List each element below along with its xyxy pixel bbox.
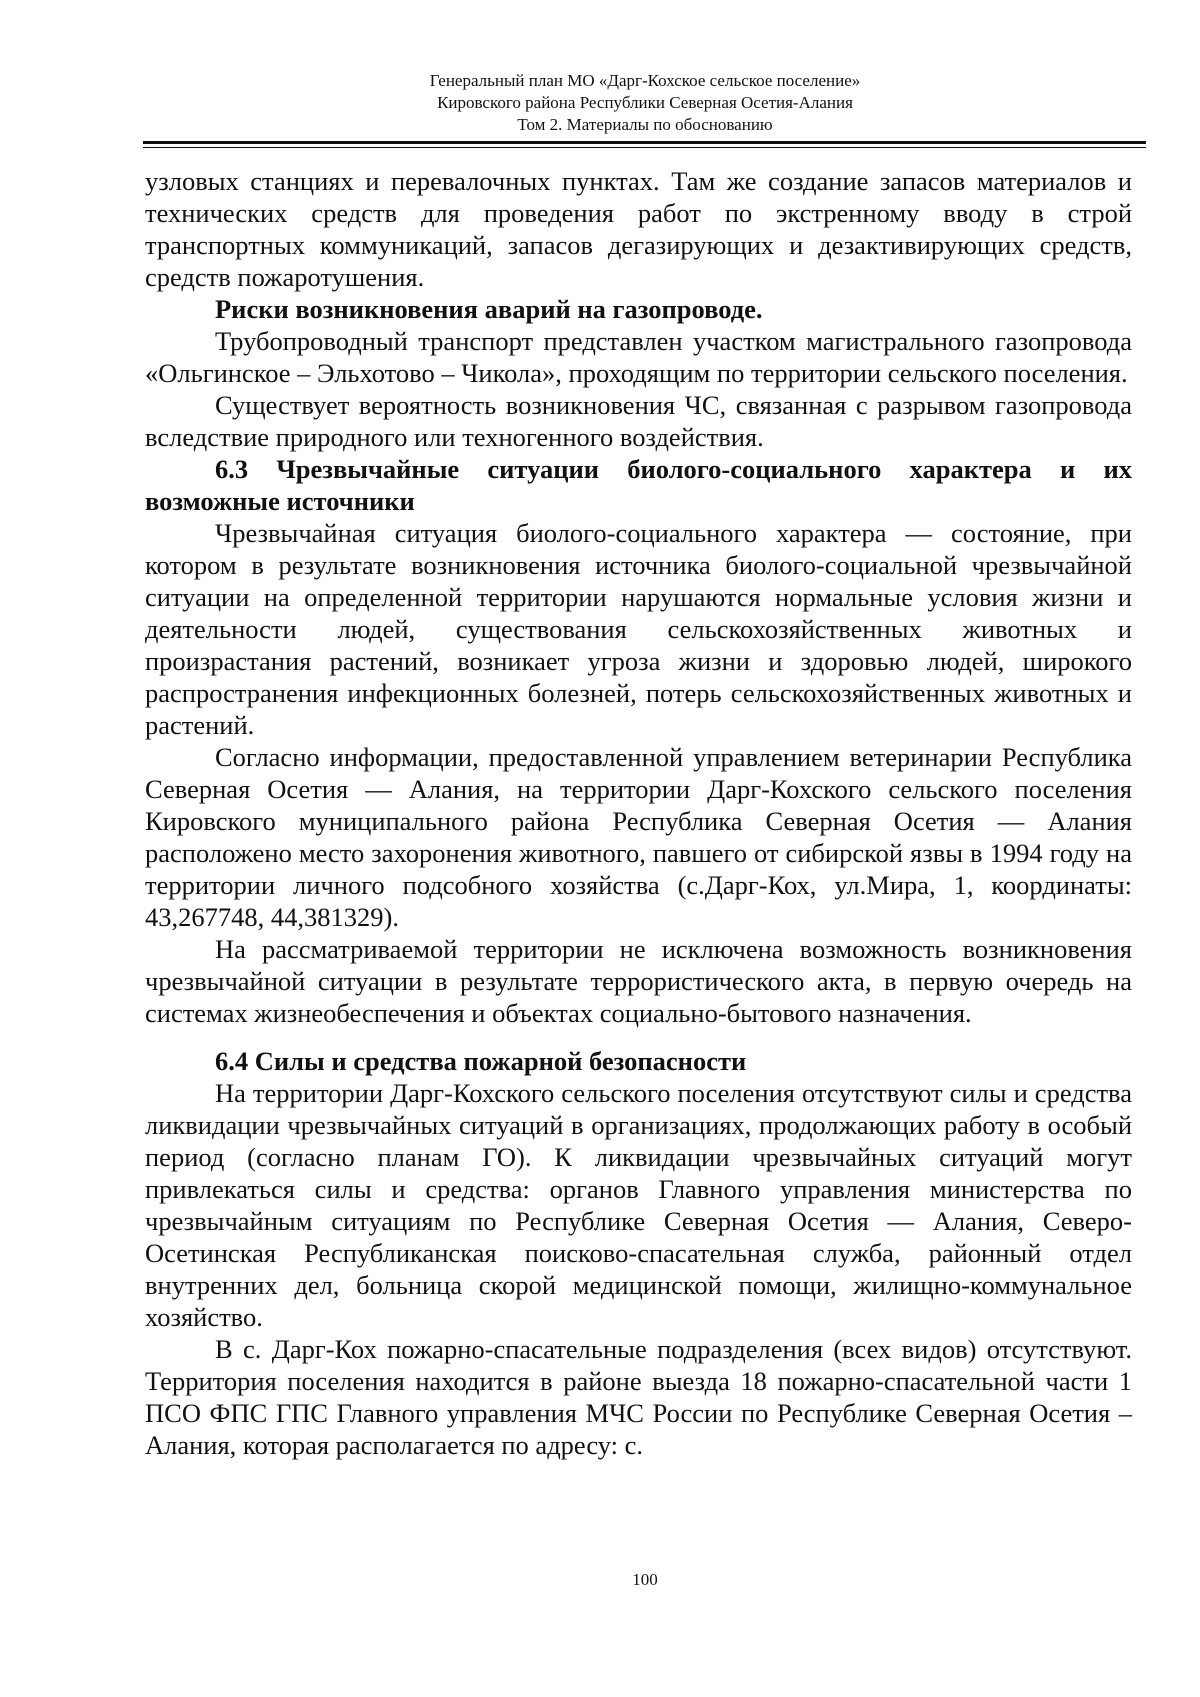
section-heading-6-4: 6.4 Силы и средства пожарной безопасности xyxy=(215,1046,747,1076)
header-line-3: Том 2. Материалы по обоснованию xyxy=(517,115,773,134)
section-heading-gas-pipeline: Риски возникновения аварий на газопроводе. xyxy=(215,294,763,324)
paragraph: В с. Дарг-Кох пожарно-спасательные подразделения (всех видов) отсутствуют. Территория поселения находится в районе выезда 18 пожарно-спасательной части 1 ПСО ФПС ГПС Главного управления МЧС России по Республике Северная Осетия – Алания, которая располагается по адресу: с. xyxy=(145,1334,1132,1460)
section-heading-6-3: 6.3 Чрезвычайные ситуации биолого-социального характера и их возможные источники xyxy=(145,454,1132,516)
header-rule-thick xyxy=(143,141,1146,144)
paragraph: Чрезвычайная ситуация биолого-социального характера — состояние, при котором в результате возникновения источника биолого-социальной чрезвычайной ситуации на определенной территории нарушаются нормальные условия жизни и деятельности людей, существования сельскохозяйственных животных и произрастания растений, возникает угроза жизни и здоровью людей, широкого распространения инфекционных болезней, потерь сельскохозяйственных животных и растений. xyxy=(145,518,1132,740)
paragraph: На территории Дарг-Кохского сельского поселения отсутствуют силы и средства ликвидации чрезвычайных ситуаций в организациях, продолжающих работу в особый период (согласно планам ГО). К ликвидации чрезвычайных ситуаций могут привлекаться силы и средства: органов Главного управления министерства по чрезвычайным ситуациям по Республике Северная Осетия — Алания, Северо-Осетинская Республиканская поисково-спасательная служба, районный отдел внутренних дел, больница скорой медицинской помощи, жилищно-коммунальное хозяйство. xyxy=(145,1078,1132,1332)
paragraph: Трубопроводный транспорт представлен участком магистрального газопровода «Ольгинское – Эльхотово – Чикола», проходящим по территории сельского поселения. xyxy=(145,326,1132,388)
paragraph: На рассматриваемой территории не исключена возможность возникновения чрезвычайной ситуации в результате террористического акта, в первую очередь на системах жизнеобеспечения и объектах социально-бытового назначения. xyxy=(145,934,1132,1028)
running-header xyxy=(145,70,1145,136)
paragraph: Согласно информации, предоставленной управлением ветеринарии Республика Северная Осетия — Алания, на территории Дарг-Кохского сельского поселения Кировского муниципального района Республика Северная Осетия — Алания расположено место захоронения животного, павшего от сибирской язвы в 1994 году на территории личного подсобного хозяйства (с.Дарг-Кох, ул.Мира, 1, координаты: 43,267748, 44,381329). xyxy=(145,742,1132,932)
document-body xyxy=(145,165,1132,1461)
paragraph: Существует вероятность возникновения ЧС, связанная с разрывом газопровода вследствие природного или техногенного воздействия. xyxy=(145,390,1132,452)
header-line-1: Генеральный план МО «Дарг-Кохское сельское поселение» xyxy=(429,71,861,90)
page-number: 100 xyxy=(632,1570,658,1589)
header-line-2: Кировского района Республики Северная Осетия-Алания xyxy=(437,93,853,112)
header-rule-thin xyxy=(143,147,1146,148)
paragraph: узловых станциях и перевалочных пунктах. Там же создание запасов материалов и технических средств для проведения работ по экстренному вводу в строй транспортных коммуникаций, запасов дегазирующих и дезактивирующих средств, средств пожаротушения. xyxy=(145,166,1132,292)
